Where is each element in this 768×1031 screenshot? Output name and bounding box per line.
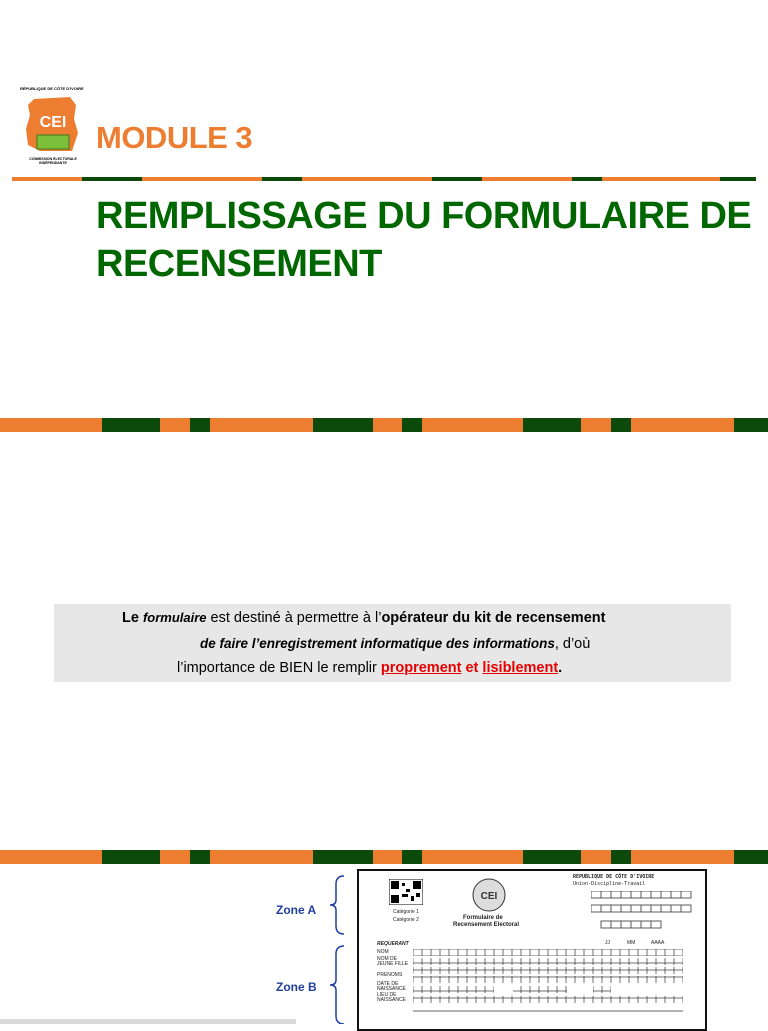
form-field-label: NOM [377, 949, 389, 955]
decorative-stripe-bottom [0, 850, 768, 864]
info-text: et [461, 660, 483, 676]
zone-b-label: Zone B [276, 980, 317, 994]
form-zone-b-preview [357, 939, 707, 1031]
page-title: REMPLISSAGE DU FORMULAIRE DE RECENSEMENT [96, 195, 752, 285]
module-label: MODULE 3 [96, 120, 253, 155]
svg-text:CEI: CEI [480, 891, 498, 902]
zone-a-brace-icon [328, 874, 346, 936]
cei-logo [20, 86, 86, 168]
form-field-label: PRENOMS [377, 972, 403, 978]
info-text: l’importance de BIEN le remplir [177, 660, 381, 676]
form-date-yyyy: AAAA [651, 940, 665, 946]
emphasis-text: proprement [380, 660, 462, 676]
form-field-labels [377, 949, 411, 1003]
decorative-stripe-top [0, 418, 768, 432]
form-date-mm: MM [627, 940, 636, 946]
form-field-label: NOM DE JEUNE FILLE [377, 956, 409, 967]
form-name-line1: Formulaire de [463, 915, 503, 921]
emphasis-text: lisiblement [482, 660, 559, 676]
info-line-3 [177, 660, 737, 676]
info-text: Le [122, 610, 143, 626]
info-text: . [558, 660, 563, 676]
zone-b-brace-icon [328, 944, 346, 1024]
form-date-dd: JJ [605, 940, 610, 946]
info-text: , d’où [554, 636, 591, 652]
info-line-1 [122, 610, 742, 626]
form-grid-b [413, 949, 693, 1019]
logo-commission-text: COMMISSION ÉLECTORALE INDÉPENDANTE [29, 157, 77, 165]
zone-a-label: Zone A [276, 903, 317, 917]
form-field-label: DATE DE NAISSANCE [377, 981, 406, 992]
logo-country-text: RÉPUBLIQUE DE CÔTE D'IVOIRE [20, 86, 84, 91]
form-field-label: LIEU DE NAISSANCE [377, 992, 406, 1003]
info-text: formulaire [142, 610, 207, 625]
info-text: est destiné à permettre à l’ [206, 610, 382, 626]
info-text: opérateur du kit de recensement [381, 610, 606, 626]
form-motto: Union-Discipline-Travail [573, 881, 646, 887]
info-box [54, 604, 731, 682]
info-line-2 [200, 636, 760, 652]
logo-brand: CEI [39, 114, 67, 131]
header-divider [12, 177, 756, 181]
qr-code-icon [389, 879, 423, 905]
info-text: de faire l’enregistrement informatique des informations [200, 636, 555, 651]
form-grid-a [591, 891, 699, 935]
form-country: REPUBLIQUE DE CÔTE D'IVOIRE [573, 874, 655, 880]
footer-bar [0, 1019, 296, 1024]
category-1-checkbox: Catégorie 1 [393, 909, 419, 915]
category-2-checkbox: Catégorie 2 [393, 917, 419, 923]
form-name-line2: Recensement Electoral [453, 922, 520, 928]
form-zone-a-preview [357, 869, 707, 943]
cei-seal-icon [467, 877, 511, 913]
form-section-requerant: REQUERANT [377, 941, 409, 947]
cei-map-emblem [20, 93, 86, 157]
